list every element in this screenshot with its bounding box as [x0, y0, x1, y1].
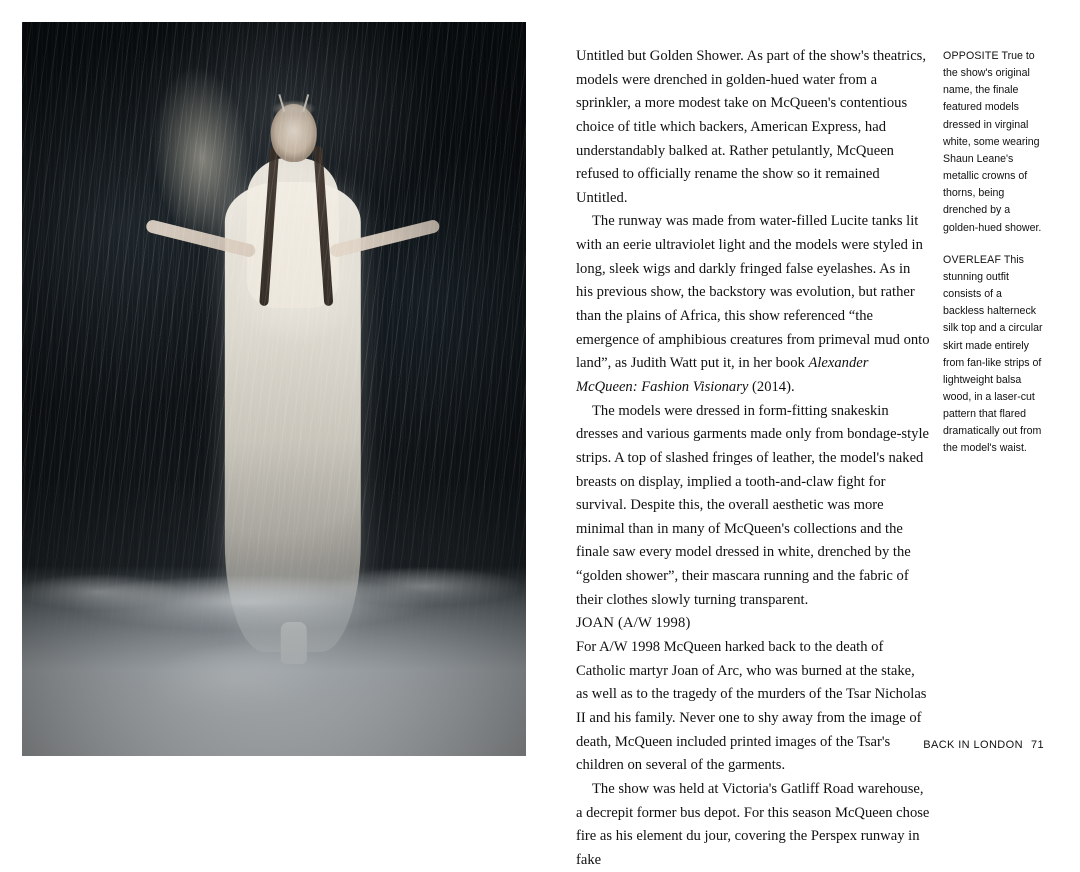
body-paragraph: The models were dressed in form-fitting snakeskin dresses and various garments made only from bondage-style strips. A top of slashed fringes of leather, the model's naked breasts on display, implied a tooth-and-claw fight for survival. Despite this, the overall aesthetic was more minimal than in many of McQueen's collections and the finale saw every model dressed in white, drenched by the “golden shower”, their mascara running and the fabric of their clothes slowly turning transparent. — [576, 402, 929, 608]
caption-note — [943, 252, 1043, 458]
caption-lead: OVERLEAF — [943, 253, 1002, 266]
caption-lead: OPPOSITE — [943, 50, 999, 62]
folio-number: 71 — [1030, 739, 1044, 751]
caption-text: True to the show's original name, the finale featured models dressed in virginal white, some wearing Shaun Leane's metallic crowns of thorns, being drenched by a golden-hued shower. — [943, 50, 1042, 234]
caption-column — [943, 48, 1043, 458]
runway-photograph — [22, 22, 526, 756]
body-paragraph: Untitled but Golden Shower. As part of the show's theatrics, models were drenched in golden-hued water from a sprinkler, a more modest take on McQueen's contentious choice of title which backers, American Express, had understandably balked at. Rather petulantly, McQueen refused to officially rename the show so it remained Untitled. — [576, 48, 926, 206]
photo-vignette — [22, 22, 526, 756]
caption-text: This stunning outfit consists of a backless halterneck silk top and a circular skirt made entirely from fan-like strips of lightweight balsa wood, in a laser-cut pattern that flared dramatically out from the model's waist. — [943, 253, 1043, 455]
book-title: Alexander McQueen: Fashion Visionary — [576, 355, 869, 395]
running-footer — [923, 739, 1044, 751]
book-year: (2014). — [748, 378, 795, 395]
section-heading: JOAN (A/W 1998) — [576, 615, 691, 632]
main-text-column — [576, 45, 930, 872]
caption-note — [943, 48, 1043, 237]
body-paragraph — [576, 210, 930, 399]
folio-label: BACK IN LONDON — [923, 739, 1023, 751]
body-paragraph-text: The runway was made from water-filled Lucite tanks lit with an eerie ultraviolet light and the models were styled in long, sleek wigs and darkly fringed false eyelashes. As in his previous show, the backstory was evolution, but rather than the plains of Africa, this show referenced “the emergence of amphibious creatures from primeval mud onto land”, as Judith Watt put it, in her book — [576, 213, 930, 372]
section-paragraph: The show was held at Victoria's Gatliff Road warehouse, a decrepit former bus depot. For this season McQueen chose fire as his element du jour, covering the Perspex runway in fake — [576, 780, 930, 868]
section-paragraph: For A/W 1998 McQueen harked back to the death of Catholic martyr Joan of Arc, who was burned at the stake, as well as to the tragedy of the murders of the Tsar Nicholas II and his family. Never one to shy away from the image of death, McQueen included printed images of the Tsar's children on several of the garments. — [576, 639, 927, 774]
